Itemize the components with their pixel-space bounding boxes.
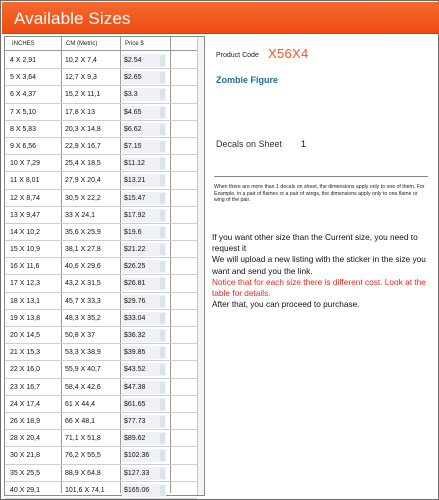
size-cm-cell: 45,7 X 33,3 xyxy=(65,297,101,305)
table-row xyxy=(5,293,197,310)
page-title: Available Sizes xyxy=(14,9,131,28)
size-cm-cell: 76,2 X 55,5 xyxy=(65,452,101,460)
decals-on-sheet-label: Decals on Sheet xyxy=(216,139,283,149)
note-line-purchase: After that, you can proceed to purchase. xyxy=(212,299,360,310)
table-row xyxy=(5,327,197,344)
size-inches-cell: 18 X 13,1 xyxy=(10,297,40,305)
table-row xyxy=(5,190,197,207)
size-cm-cell: 22,9 X 16,7 xyxy=(65,142,101,150)
size-cm-cell: 48,3 X 35,2 xyxy=(65,314,101,322)
price-cell: $102.36 xyxy=(124,452,150,460)
size-inches-cell: 24 X 17,4 xyxy=(10,400,40,408)
size-cm-cell: 33 X 24,1 xyxy=(65,211,95,219)
price-cell: $2.65 xyxy=(124,74,142,82)
table-row xyxy=(5,482,197,499)
size-cm-cell: 20,3 X 14,8 xyxy=(65,125,101,133)
size-inches-cell: 11 X 8,01 xyxy=(10,177,40,185)
size-inches-cell: 13 X 9,47 xyxy=(10,211,40,219)
size-cm-cell: 43,2 X 31,5 xyxy=(65,280,101,288)
price-cell: $36.32 xyxy=(124,332,146,339)
custom-size-note xyxy=(212,232,434,310)
price-cell: $4.65 xyxy=(124,108,142,116)
price-cell: $47.38 xyxy=(124,383,146,391)
price-cell: $19.6 xyxy=(124,228,142,236)
price-cell: $13.21 xyxy=(124,177,146,185)
size-inches-cell: 22 X 16,0 xyxy=(10,366,40,374)
size-inches-cell: 16 X 11,6 xyxy=(10,263,40,271)
price-cell: $21.22 xyxy=(124,246,146,254)
size-inches-cell: 35 X 25,5 xyxy=(10,469,40,477)
table-row xyxy=(5,379,197,396)
dimensions-note: When there are more than 1 decals on sheet, the dimensions apply only to one of them. For Example, in a pair of flames or a pair of wings, the dimensions apply only to one flame or wing of the pair. xyxy=(214,184,425,204)
table-row xyxy=(5,310,197,327)
table-row xyxy=(5,52,197,69)
price-cell: $33.04 xyxy=(124,314,146,322)
size-cm-cell: 10,2 X 7,4 xyxy=(65,57,97,64)
column-header-price: Price $ xyxy=(125,41,144,47)
size-cm-cell: 40,6 X 29,6 xyxy=(65,263,101,271)
size-cm-cell: 53,3 X 38,9 xyxy=(65,349,101,357)
price-cell: $29.76 xyxy=(124,297,146,305)
table-row xyxy=(5,430,197,447)
size-inches-cell: 19 X 13,8 xyxy=(10,314,40,322)
table-row xyxy=(5,275,197,292)
size-inches-cell: 14 X 10,2 xyxy=(10,228,40,236)
note-line-cost-notice: Notice that for each size there is different cost. Look at the table for details. xyxy=(212,276,426,299)
size-cm-cell: 30,5 X 22,2 xyxy=(65,194,101,202)
size-inches-cell: 17 X 12,3 xyxy=(10,280,40,288)
product-code-label: Product Code xyxy=(216,52,259,59)
table-row xyxy=(5,344,197,361)
price-cell: $11.12 xyxy=(124,160,145,168)
price-cell: $17.92 xyxy=(124,211,146,219)
size-inches-cell: 30 X 21,8 xyxy=(10,452,40,460)
size-cm-cell: 38,1 X 27,8 xyxy=(65,246,101,254)
table-row xyxy=(5,361,197,378)
price-cell: $26.25 xyxy=(124,263,146,271)
price-cell: $2.54 xyxy=(124,57,142,64)
column-header-cm: CM (Metric) xyxy=(66,41,98,47)
price-cell: $3.3 xyxy=(124,91,138,99)
note-line-upload: We will upload a new listing with the sticker in the size you want and send you the link. xyxy=(212,254,426,276)
size-inches-cell: 20 X 14,5 xyxy=(10,332,40,339)
product-name: Zombie Figure xyxy=(216,75,279,85)
divider xyxy=(214,176,428,177)
sizes-table xyxy=(4,36,205,496)
table-row xyxy=(5,172,197,189)
price-cell: $127.33 xyxy=(124,469,150,477)
size-inches-cell: 15 X 10,9 xyxy=(10,246,40,254)
size-cm-cell: 61 X 44,4 xyxy=(65,400,95,408)
price-cell: $15.47 xyxy=(124,194,146,202)
price-cell: $165.06 xyxy=(124,486,150,494)
size-inches-cell: 40 X 29,1 xyxy=(10,486,40,494)
note-line-request: If you want other size than the Current size, you need to request it xyxy=(212,232,418,254)
size-inches-cell: 28 X 20,4 xyxy=(10,435,40,443)
table-row xyxy=(5,258,197,275)
price-cell: $26.81 xyxy=(124,280,146,288)
size-cm-cell: 58,4 X 42,6 xyxy=(65,383,101,391)
size-cm-cell: 27,9 X 20,4 xyxy=(65,177,101,185)
decals-on-sheet-value: 1 xyxy=(301,139,307,149)
size-cm-cell: 35,6 X 25,9 xyxy=(65,228,101,236)
size-inches-cell: 6 X 4,37 xyxy=(10,91,37,99)
table-row xyxy=(5,121,197,138)
size-inches-cell: 7 X 5,10 xyxy=(10,108,37,116)
price-cell: $77.73 xyxy=(124,417,146,425)
size-inches-cell: 21 X 15,3 xyxy=(10,349,40,357)
size-cm-cell: 101,6 X 74,1 xyxy=(65,486,105,494)
size-inches-cell: 9 X 6,56 xyxy=(10,142,37,150)
table-row xyxy=(5,413,197,430)
table-row xyxy=(5,155,197,172)
price-cell: $7.15 xyxy=(124,142,142,150)
size-inches-cell: 23 X 16,7 xyxy=(10,383,40,391)
price-cell: $89.62 xyxy=(124,435,146,443)
size-inches-cell: 4 X 2,91 xyxy=(10,57,37,64)
size-cm-cell: 71,1 X 51,8 xyxy=(65,435,101,443)
price-cell: $39.85 xyxy=(124,349,146,357)
header-bar xyxy=(2,2,439,34)
table-row xyxy=(5,138,197,155)
product-code-value: X56X4 xyxy=(268,46,309,61)
table-body xyxy=(5,52,197,499)
table-row xyxy=(5,104,197,121)
size-inches-cell: 10 X 7,29 xyxy=(10,160,40,168)
size-cm-cell: 12,7 X 9,3 xyxy=(65,74,97,82)
table-row xyxy=(5,465,197,482)
size-cm-cell: 15,2 X 11,1 xyxy=(65,91,101,99)
size-inches-cell: 26 X 18,9 xyxy=(10,417,40,425)
table-header xyxy=(5,37,204,51)
size-cm-cell: 66 X 48,1 xyxy=(65,417,95,425)
price-cell: $6.62 xyxy=(124,125,142,133)
column-header-inches: INCHES xyxy=(12,41,35,47)
size-inches-cell: 5 X 3,64 xyxy=(10,74,37,82)
size-cm-cell: 88,9 X 64,8 xyxy=(65,469,101,477)
table-row xyxy=(5,396,197,413)
size-cm-cell: 50,8 X 37 xyxy=(65,332,95,339)
size-cm-cell: 25,4 X 18,5 xyxy=(65,160,101,168)
size-cm-cell: 55,9 X 40,7 xyxy=(65,366,101,374)
table-scrollbar[interactable] xyxy=(197,37,204,495)
price-cell: $61.65 xyxy=(124,400,146,408)
table-row xyxy=(5,447,197,464)
table-row xyxy=(5,86,197,103)
table-row xyxy=(5,69,197,86)
size-cm-cell: 17,8 X 13 xyxy=(65,108,95,116)
price-cell: $43.52 xyxy=(124,366,146,374)
table-row xyxy=(5,224,197,241)
table-row xyxy=(5,241,197,258)
size-inches-cell: 8 X 5,83 xyxy=(10,125,37,133)
size-inches-cell: 12 X 8,74 xyxy=(10,194,40,202)
table-row xyxy=(5,207,197,224)
